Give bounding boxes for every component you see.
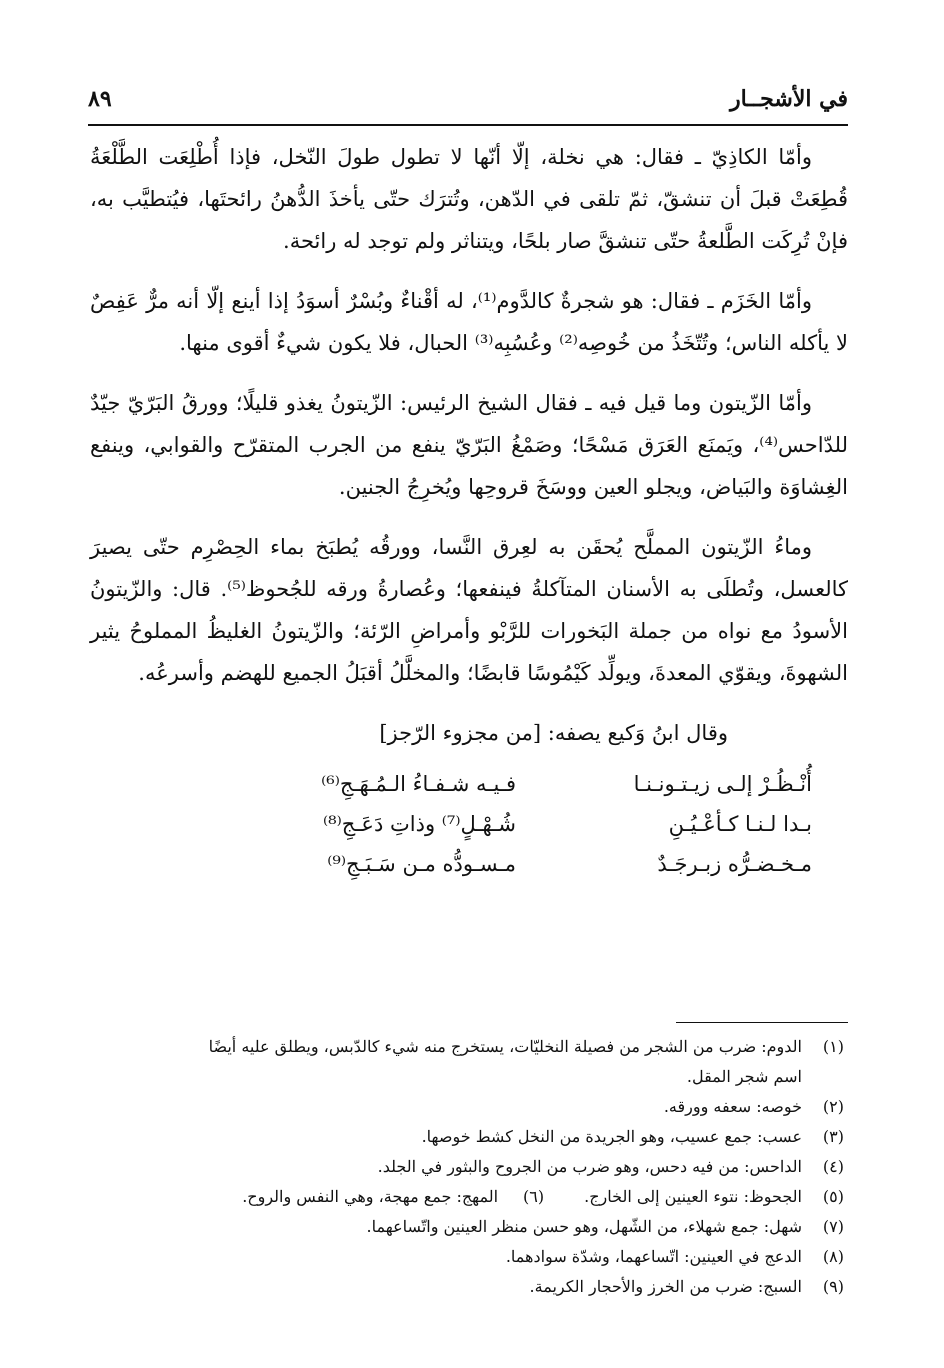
running-title: في الأشجــار <box>729 86 848 112</box>
footnote-number: (٩) <box>822 1277 844 1296</box>
hemistich-second: شُـهْـلٍ⁽⁷⁾ وذاتِ دَعَـجِ⁽⁸⁾ <box>322 812 516 836</box>
paragraph-khazam: وأمّا الخَزَم ـ فقال: هو شجرةٌ كالدَّوم⁽¹⁾، له أقْناءٌ وبُسْرٌ أسوَدُ إذا أينع إلّا أنه مرٌّ عَفِصٌ لا يأكله الناس؛ وتُتّخَذُ من خُوصِه⁽²⁾ وعُسُبِه⁽³⁾ الحبال، فلا يكون شيءٌ أقوى منها. <box>90 289 848 355</box>
footnote-text: الداحس: من فيه دحس، وهو ضرب من الجروح والبثور في الجلد. <box>377 1157 802 1176</box>
paragraph-olive-water: وماءُ الزّيتون المملَّح يُحقَن به لعِرق النَّسا، وورقُه يُطبَخ بماء الحِصْرِم حتّى يصيرَ كالعسل، وتُطلَى به الأسنان المتآكلةُ فينفعها؛ وعُصارةُ ورقه للجُحوظ⁽⁵⁾. قال: والزّيتونُ الأسودُ مع نواه من جملة البَخورات للرَّبْو وأمراضِ الرّئة؛ والزّيتونُ الغليظُ المملوحُ يثير الشهوةَ، ويقوّي المعدةَ، ويولِّد كَيْمُوسًا قابضًا؛ والمخلَّلُ أقبَلُ الجميع للهضم وأسرعُه. <box>90 535 848 685</box>
verse-line <box>90 764 848 804</box>
hemistich-second: مـسـودُّه مـن سَـبَـجِ⁽⁹⁾ <box>327 852 516 876</box>
page-header <box>88 84 848 126</box>
footnote-text: الدوم: ضرب من الشجر من فصيلة النخليّات، يستخرج منه شيء كالدّبس، ويطلق عليه أيضًا <box>208 1037 802 1056</box>
footnote-text: الدعج في العينين: اتّساعهما، وشدّة سوادهما. <box>505 1247 802 1266</box>
hemistich-first: بـدا لـنـا كـأعْـيُـنِ <box>668 812 812 836</box>
footnote <box>96 1152 844 1182</box>
footnote-text: خوصه: سعفه وورقه. <box>663 1097 802 1116</box>
verse-intro: وقال ابنُ وَكيع يصفه: [من مجزوء الرّجز] <box>379 721 728 745</box>
footnote-number: (١) <box>822 1037 844 1056</box>
footnote-text: المهج: جمع مهجة، وهي النفس والروح. <box>242 1187 499 1206</box>
hemistich-first: مـخـضـرُّه زبـرجَـدٌ <box>657 852 812 876</box>
footnote-number: (٨) <box>822 1247 844 1266</box>
footnote <box>96 1032 844 1062</box>
footnote-number: (٣) <box>822 1127 844 1146</box>
page-number: ٨٩ <box>88 86 112 112</box>
verse-line <box>90 844 848 884</box>
footnote <box>96 1092 844 1122</box>
footnote <box>96 1212 844 1242</box>
footnotes <box>96 1032 844 1302</box>
footnote-number: (٢) <box>822 1097 844 1116</box>
footnote <box>96 1242 844 1272</box>
footnote-text: الجحوظ: نتوء العينين إلى الخارج. <box>584 1187 802 1206</box>
footnote-pair <box>96 1182 844 1212</box>
footnote <box>96 1272 844 1302</box>
paragraph-olive: وأمّا الزّيتون وما قيل فيه ـ فقال الشيخ الرئيس: الزّيتونُ يغذو قليلًا؛ وورقُ البَرّيّ جيّدٌ للدّاحس⁽⁴⁾، ويَمنَع العَرَق مَسْحًا؛ وصَمْغُ البَرّيّ ينفع من الجرب المتقرّح والقوابي، وينفع الغِشاوَة والبَياض، ويجلو العين ووسَخَ قروحِها ويُخرِجُ الجنين. <box>90 391 848 499</box>
footnote-number: (٥) <box>822 1187 844 1206</box>
footnote-number: (٤) <box>822 1157 844 1176</box>
footnote-separator <box>676 1022 848 1023</box>
footnote-continuation: اسم شجر المقل. <box>686 1067 802 1086</box>
main-text <box>90 136 848 884</box>
footnote-number: (٧) <box>822 1217 844 1236</box>
footnote-text: عسب: جمع عسيب، وهو الجريدة من النخل كشط خوصها. <box>421 1127 802 1146</box>
hemistich-first: أُنْـظُـرْ إلـى زيـتـونـنـا <box>633 772 812 796</box>
hemistich-second: فـيـه شـفـاءُ الـمُـهَـجِ⁽⁶⁾ <box>321 772 516 796</box>
poem <box>90 764 848 884</box>
paragraph-kadhi: وأمّا الكاذِيّ ـ فقال: هي نخلة، إلّا أنّها لا تطول طولَ النّخل، فإذا أُطْلِعَت الطَّلْعَةُ قُطِعَتْ قبلَ أن تنشقّ، ثمّ تلقى في الدّهن، وتُترَك حتّى يأخذَ الدُّهنُ رائحتَها، فيُتطيَّب به، فإنْ تُرِكَت الطَّلعةُ حتّى تنشقَّ صار بلحًا، ويتناثر ولم توجد له رائحة. <box>90 145 848 253</box>
footnote-number: (٦) <box>523 1187 545 1206</box>
footnote-text: شهل: جمع شهلاء، من الشّهل، وهو حسن منظر العينين واتّساعهما. <box>366 1217 802 1236</box>
footnote-text: السبج: ضرب من الخرز والأحجار الكريمة. <box>529 1277 802 1296</box>
verse-line <box>90 804 848 844</box>
footnote <box>96 1122 844 1152</box>
